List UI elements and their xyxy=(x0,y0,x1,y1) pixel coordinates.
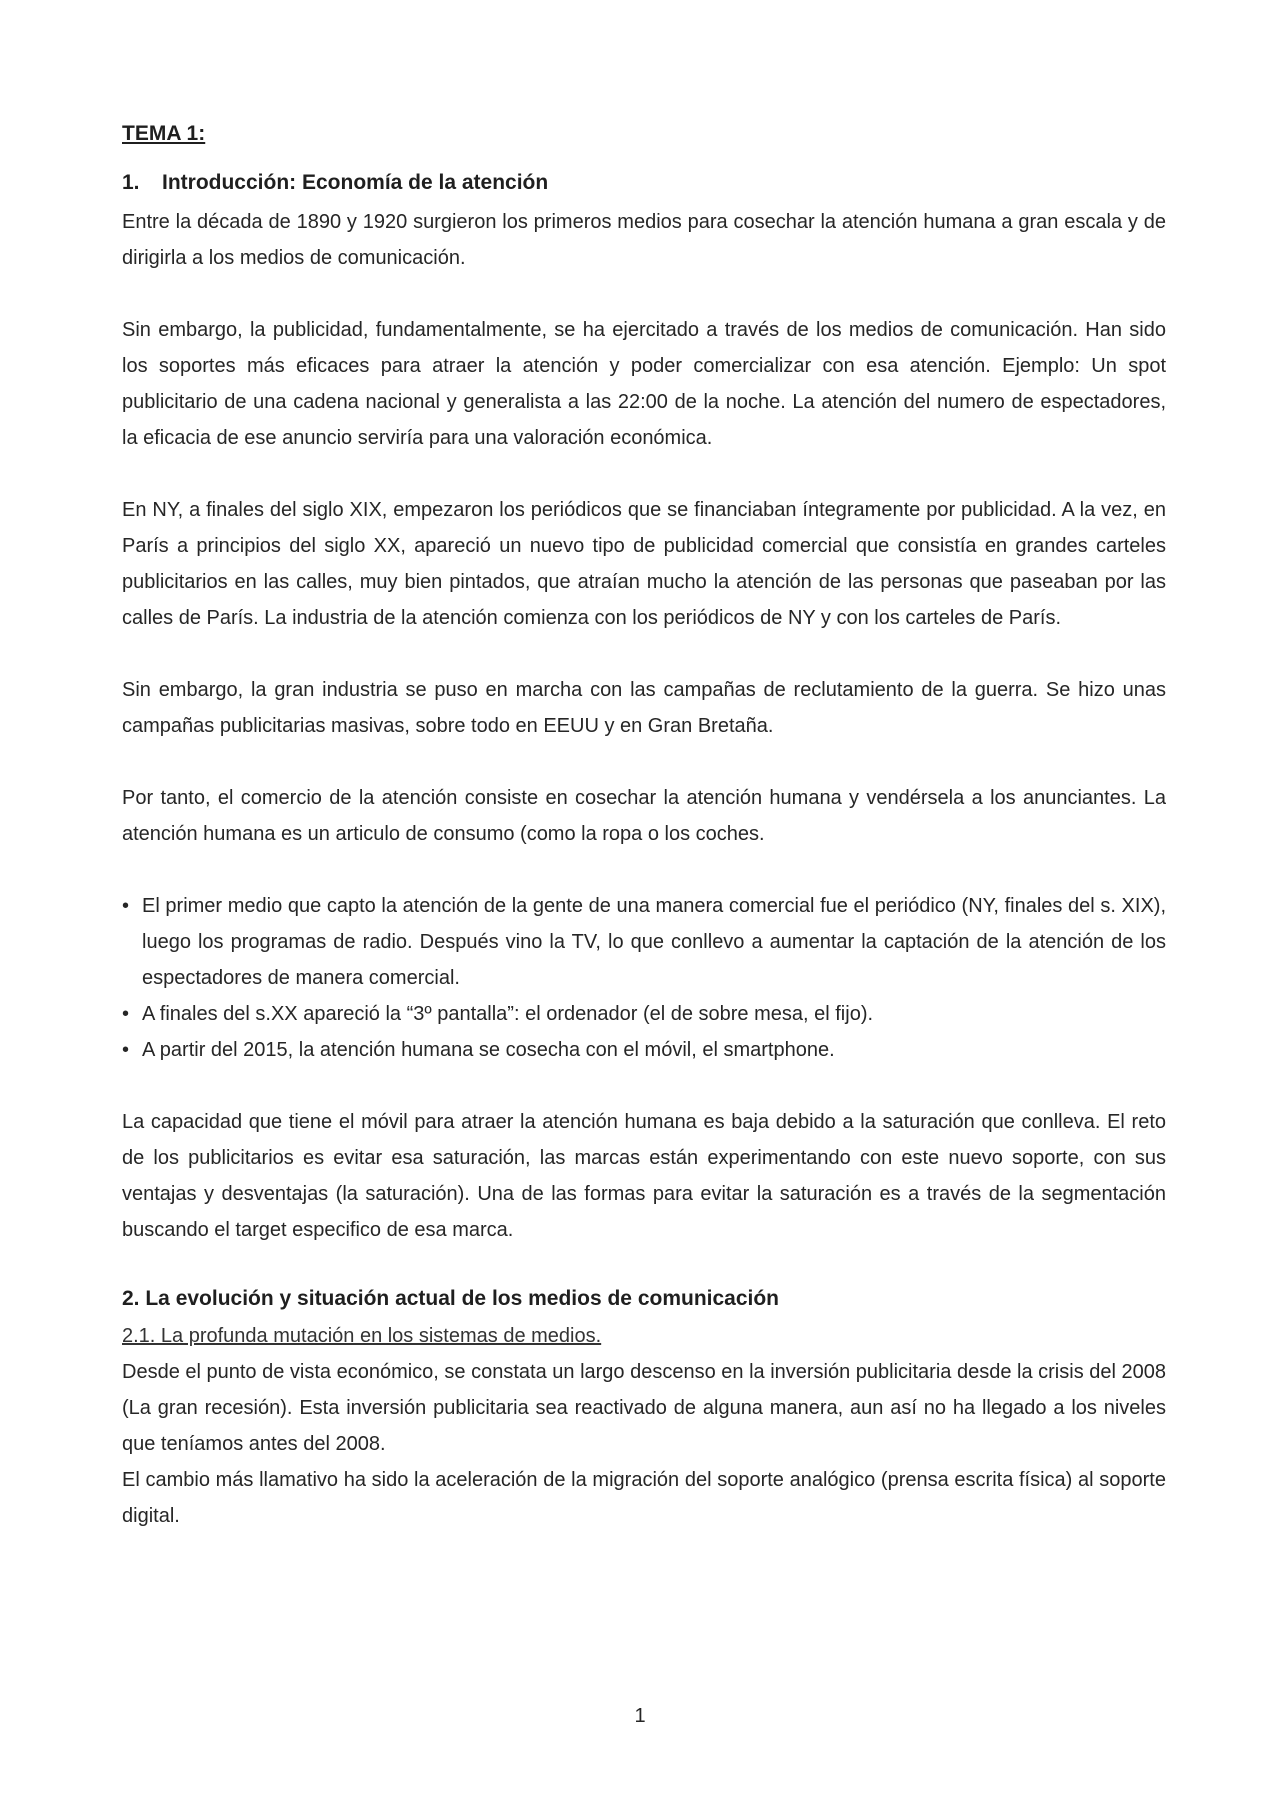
bullet-dot-icon: • xyxy=(122,895,130,917)
bullet-item xyxy=(122,996,1166,1032)
document-page xyxy=(122,120,1166,1534)
bullet-dot-icon: • xyxy=(122,1003,130,1025)
section-2-heading: 2. La evolución y situación actual de los medios de comunicación xyxy=(122,1287,780,1310)
bullet-text: A partir del 2015, la atención humana se cosecha con el móvil, el smartphone. xyxy=(142,1039,835,1061)
bullet-text: El primer medio que capto la atención de la gente de una manera comercial fue el periódico (NY, finales del s. XIX), luego los programas de radio. Después vino la TV, lo que conllevo a aumentar la captación de la atención de los espectadores de manera comercial. xyxy=(142,895,1166,989)
paragraph: Desde el punto de vista económico, se constata un largo descenso en la inversión publicitaria desde la crisis del 2008 (La gran recesión). Esta inversión publicitaria sea reactivado de alguna manera, aun así no ha llegado a los niveles que teníamos antes del 2008. xyxy=(122,1361,1166,1455)
paragraph: La capacidad que tiene el móvil para atraer la atención humana es baja debido a la saturación que conlleva. El reto de los publicitarios es evitar esa saturación, las marcas están experimentando con este nuevo soporte, con sus ventajas y desventajas (la saturación). Una de las formas para evitar la saturación es a través de la segmentación buscando el target especifico de esa marca. xyxy=(122,1111,1166,1241)
paragraph: El cambio más llamativo ha sido la aceleración de la migración del soporte analógico (prensa escrita física) al soporte digital. xyxy=(122,1469,1166,1527)
bullet-dot-icon: • xyxy=(122,1039,130,1061)
bullet-list xyxy=(122,888,1166,1068)
subsection-2-1-heading: 2.1. La profunda mutación en los sistemas de medios. xyxy=(122,1325,602,1347)
section-1-heading xyxy=(122,168,1166,198)
page-number: 1 xyxy=(634,1705,646,1727)
section-1-number: 1. xyxy=(122,171,140,194)
section-1-title: Introducción: Economía de la atención xyxy=(162,171,549,194)
bullet-item xyxy=(122,1032,1166,1068)
paragraph: Por tanto, el comercio de la atención consiste en cosechar la atención humana y vendérsela a los anunciantes. La atención humana es un articulo de consumo (como la ropa o los coches. xyxy=(122,787,1166,845)
paragraph: Sin embargo, la gran industria se puso en marcha con las campañas de reclutamiento de la guerra. Se hizo unas campañas publicitarias masivas, sobre todo en EEUU y en Gran Bretaña. xyxy=(122,679,1166,737)
bullet-text: A finales del s.XX apareció la “3º pantalla”: el ordenador (el de sobre mesa, el fijo). xyxy=(142,1003,874,1025)
bullet-item xyxy=(122,888,1166,996)
paragraph: En NY, a finales del siglo XIX, empezaron los periódicos que se financiaban íntegramente por publicidad. A la vez, en París a principios del siglo XX, apareció un nuevo tipo de publicidad comercial que consistía en grandes carteles publicitarios en las calles, muy bien pintados, que atraían mucho la atención de las personas que paseaban por las calles de París. La industria de la atención comienza con los periódicos de NY y con los carteles de París. xyxy=(122,499,1166,629)
paragraph: Sin embargo, la publicidad, fundamentalmente, se ha ejercitado a través de los medios de comunicación. Han sido los soportes más eficaces para atraer la atención y poder comercializar con esa atención. Ejemplo: Un spot publicitario de una cadena nacional y generalista a las 22:00 de la noche. La atención del numero de espectadores, la eficacia de ese anuncio serviría para una valoración económica. xyxy=(122,319,1166,449)
tema-heading: TEMA 1: xyxy=(122,122,206,145)
paragraph: Entre la década de 1890 y 1920 surgieron los primeros medios para cosechar la atención humana a gran escala y de dirigirla a los medios de comunicación. xyxy=(122,211,1166,269)
